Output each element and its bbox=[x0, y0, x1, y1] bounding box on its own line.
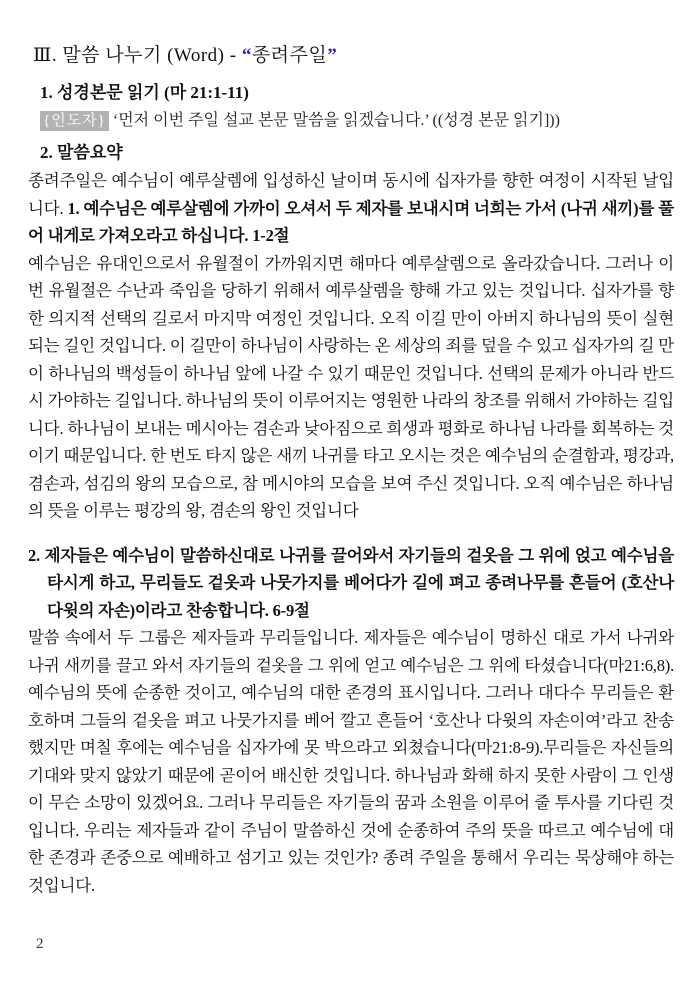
point2-body-paragraph: 말씀 속에서 두 그룹은 제자들과 무리들입니다. 제자들은 예수님이 명하신 대로 가서 나귀와 나귀 새끼를 끌고 와서 자기들의 겉옷을 그 위에 얻고 예수님은 그 위에 타셨습니다(마21:6,8). 예수님의 뜻에 순종한 것이고, 예수님의 대한 존경의 표시입니다. 그러나 대다수 무리들은 환호하며 그들의 겉옷을 펴고 나뭇가지를 베어 깔고 흔들어 ‘호산나 다윗의 자손이여’라고 찬송 했지만 며칠 후에는 예수님을 십자가에 못 박으라고 외쳤습니다(마21:8-9).무리들은 자신들의 기대와 맞지 않았기 때문에 곧이어 배신한 것입니다. 하나님과 화해 하지 못한 사람이 그 인생이 무슨 소망이 있겠어요. 그러나 무리들은 자기들의 꿈과 소원을 이루어 줄 투사를 기다린 것입니다. 우리는 제자들과 같이 주님이 말씀하신 것에 순종하여 주의 뜻을 따르고 예수님에 대한 존경과 존중으로 예배하고 섬기고 있는 것인가? 종려 주일을 통해서 우리는 묵상해야 하는 것입니다. bbox=[28, 628, 674, 895]
leader-instruction-text: ‘먼저 이번 주일 설교 본문 말씀을 읽겠습니다.’ ((성경 본문 읽기])) bbox=[112, 112, 560, 129]
title-quoted-word: 종려주일 bbox=[251, 45, 328, 66]
point2-heading: 2. 제자들은 예수님이 말씀하신대로 나귀를 끌어와서 자기들의 겉옷을 그 위에 얹고 예수님을 타시게 하고, 무리들도 겉옷과 나뭇가지를 베어다가 길에 펴고 종려나무를 흔들어 (호산나 다윗의 자손)이라고 찬송합니다. 6-9절 bbox=[28, 545, 674, 620]
leader-badge: {인도자} bbox=[40, 111, 109, 131]
page-title bbox=[33, 44, 674, 68]
point1-heading-inline: 1. 예수님은 예루살렘에 가까이 오셔서 두 제자를 보내시며 너희는 가서 (나귀 새끼)를 풀어 내게로 가져오라고 하십니다. 1-2절 bbox=[28, 198, 675, 245]
section-heading-scripture-reading: 1. 성경본문 읽기 (마 21:1-11) bbox=[40, 83, 249, 102]
title-text: Ⅲ. 말씀 나누기 (Word) - bbox=[33, 45, 242, 66]
point1-body-paragraph: 예수님은 유대인으로서 유월절이 가까워지면 해마다 예루살렘으로 올라갔습니다. 그러나 이번 유월절은 수난과 죽임을 당하기 위해서 예루살렘을 향해 가고 있는 것입니다. 십자가를 향한 의지적 선택의 길로서 마지막 여정인 것입니다. 오직 이길 만이 아버지 하나님의 뜻이 실현 되는 길인 것입니다. 이 길만이 하나님이 사랑하는 온 세상의 죄를 덮을 수 있고 십자가의 길 만이 하나님의 백성들이 하나님 앞에 나갈 수 있기 때문인 것입니다. 선택의 문제가 아니라 반드시 가야하는 길입니다. 하나님의 뜻이 이루어지는 영원한 나라의 창조를 위해서 가야하는 길입니다. 하나님이 보내는 메시아는 겸손과 낮아짐으로 희생과 평화로 하나님 나라를 회복하는 것이기 때문입니다. 한 번도 타지 않은 새끼 나귀를 타고 오시는 것은 예수님의 순결함과, 평강과, 겸손과, 섬김의 왕의 모습으로, 참 메시야의 모습을 보여 주신 것입니다. 오직 예수님은 하나님의 뜻을 이루는 평강의 왕, 겸손의 왕인 것입니다 bbox=[28, 253, 674, 520]
title-close-quote: ” bbox=[327, 45, 338, 66]
summary-paragraph-1 bbox=[28, 167, 674, 250]
title-open-quote: “ bbox=[241, 45, 252, 66]
leader-instruction-line bbox=[40, 109, 674, 133]
section-heading-summary: 2. 말씀요약 bbox=[40, 143, 123, 162]
summary-intro-text: 종려주일은 예수님이 예루살렘에 입성하신 날이며 동시에 십자가를 향한 여정이 시작된 날입니다. bbox=[28, 171, 674, 218]
page-number: 2 bbox=[36, 936, 44, 952]
